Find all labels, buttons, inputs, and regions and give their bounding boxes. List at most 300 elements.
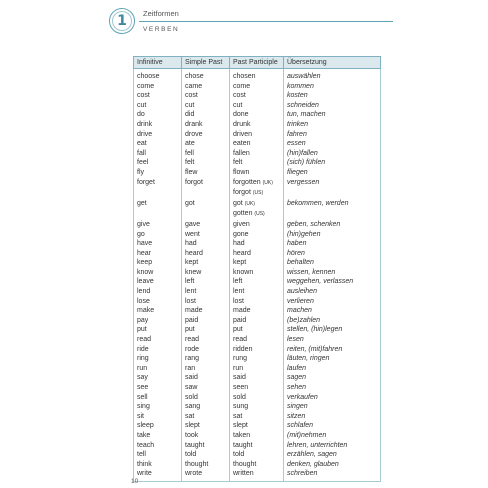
cell-line [185,72,226,82]
cell-line [233,277,280,287]
cell-text: given [233,220,250,228]
cell-line [137,82,178,92]
cell-text: vergessen [287,178,320,186]
cell-line [137,249,178,259]
cell-text: knew [185,268,202,276]
cell-line [233,441,280,451]
cell-translation [284,239,381,249]
cell-line [137,393,178,403]
cell-line [137,345,178,355]
cell-past-participle [230,258,284,268]
cell-translation [284,325,381,335]
cell-text: bekommen, werden [287,199,349,207]
cell-text: (sich) fühlen [287,159,326,167]
cell-line [185,110,226,120]
cell-line [287,168,377,178]
cell-past-participle [230,460,284,470]
cell-line [233,345,280,355]
cell-line [287,130,377,140]
cell-past-participle [230,149,284,159]
cell-text: sang [185,403,201,411]
cell-text: told [185,451,197,459]
cell-text: sitzen [287,412,306,420]
cell-text: told [233,451,245,459]
cell-text: (mit)nehmen [287,431,327,439]
cell-text: machen [287,307,312,315]
cell-text: slept [233,422,248,430]
cell-text: behalten [287,259,314,267]
cell-line [137,431,178,441]
cell-infinitive [134,220,182,230]
cell-infinitive [134,335,182,345]
cell-line [185,431,226,441]
cell-text: cost [137,92,150,100]
column-header-translation: Übersetzung [284,57,381,69]
cell-translation [284,91,381,101]
cell-text: said [233,374,246,382]
cell-text: known [233,268,254,276]
cell-line [185,441,226,451]
cell-past-participle [230,230,284,240]
cell-line [287,120,377,130]
cell-text: fly [137,168,144,176]
cell-line [233,110,280,120]
cell-line [233,91,280,101]
cell-line [185,120,226,130]
cell-line [137,373,178,383]
cell-line [233,469,280,479]
cell-line [137,178,178,188]
cell-translation [284,469,381,481]
cell-text: kept [185,259,199,267]
cell-past-participle [230,158,284,168]
cell-text: schreiben [287,470,318,478]
cell-text: drove [185,130,203,138]
cell-text: cut [185,101,195,109]
cell-line [185,149,226,159]
cell-infinitive [134,383,182,393]
cell-simple-past [182,335,230,345]
cell-past-participle [230,402,284,412]
cell-line [287,402,377,412]
cell-infinitive [134,178,182,199]
cell-text: drive [137,130,153,138]
table-row [134,249,381,259]
cell-past-participle [230,412,284,422]
cell-line [137,460,178,470]
cell-translation [284,220,381,230]
cell-infinitive [134,297,182,307]
cell-line [137,158,178,168]
cell-text: sold [185,393,198,401]
cell-translation [284,297,381,307]
cell-line [233,158,280,168]
cell-text: drink [137,120,153,128]
cell-translation [284,277,381,287]
cell-line [233,412,280,422]
cell-line [137,354,178,364]
cell-text: rang [185,355,200,363]
cell-translation [284,460,381,470]
cell-text: keep [137,259,153,267]
cell-line [233,316,280,326]
cell-translation [284,168,381,178]
cell-translation [284,158,381,168]
cell-line [185,364,226,374]
cell-line [287,110,377,120]
cell-text: sat [233,412,243,420]
cell-line [137,287,178,297]
cell-infinitive [134,287,182,297]
cell-past-participle [230,325,284,335]
table-row [134,316,381,326]
cell-line [185,469,226,479]
column-header-simple-past: Simple Past [182,57,230,69]
table-row [134,130,381,140]
cell-line [233,199,280,210]
cell-past-participle [230,345,284,355]
column-header-past-participle: Past Participle [230,57,284,69]
cell-text: trinken [287,120,309,128]
cell-text: read [233,336,248,344]
table-row [134,120,381,130]
cell-past-participle [230,101,284,111]
table-row [134,230,381,240]
cell-line [137,325,178,335]
cell-past-participle [230,441,284,451]
cell-text: kosten [287,92,308,100]
cell-line [185,168,226,178]
cell-text: pay [137,316,149,324]
cell-text: write [137,470,152,478]
cell-past-participle [230,383,284,393]
cell-line [287,258,377,268]
cell-simple-past [182,325,230,335]
cell-line [137,110,178,120]
cell-simple-past [182,345,230,355]
cell-line [233,149,280,159]
cell-line [233,101,280,111]
cell-line [233,287,280,297]
table-row [134,178,381,199]
cell-line [185,297,226,307]
cell-line [137,277,178,287]
cell-translation [284,421,381,431]
cell-text: run [137,364,148,372]
cell-text: had [233,240,245,248]
cell-line [233,460,280,470]
cell-text: cost [233,92,246,100]
cell-simple-past [182,230,230,240]
cell-past-participle [230,178,284,199]
cell-line [137,450,178,460]
cell-translation [284,110,381,120]
cell-infinitive [134,268,182,278]
cell-line [137,364,178,374]
cell-text: tun, machen [287,111,326,119]
table-row [134,91,381,101]
table-row [134,431,381,441]
cell-text: drank [185,120,203,128]
cell-simple-past [182,268,230,278]
cell-translation [284,120,381,130]
cell-text: lesen [287,336,304,344]
cell-text: cut [233,101,243,109]
cell-text: fliegen [287,168,308,176]
cell-text: thought [233,460,257,468]
cell-translation [284,230,381,240]
cell-text: chosen [233,73,256,80]
cell-line [185,325,226,335]
cell-past-participle [230,239,284,249]
cell-text: gone [233,230,249,238]
cell-line [137,220,178,230]
cell-past-participle [230,364,284,374]
cell-line [233,82,280,92]
cell-text: know [137,268,154,276]
cell-translation [284,316,381,326]
cell-text: have [137,240,153,248]
table-row [134,460,381,470]
cell-infinitive [134,325,182,335]
cell-text: flown [233,168,250,176]
table-row [134,199,381,220]
cell-line [233,354,280,364]
cell-line [287,239,377,249]
cell-simple-past [182,421,230,431]
cell-text: auswählen [287,73,321,80]
table-row [134,412,381,422]
cell-text: cost [185,92,198,100]
cell-past-participle [230,130,284,140]
cell-line [137,239,178,249]
irregular-verbs-table [133,56,381,482]
cell-translation [284,335,381,345]
cell-line [287,325,377,335]
cell-text: read [137,336,152,344]
region-note: (US) [254,211,265,218]
cell-text: taught [233,441,253,449]
cell-line [287,101,377,111]
cell-text: ate [185,140,195,148]
cell-line [185,158,226,168]
cell-past-participle [230,249,284,259]
cell-infinitive [134,306,182,316]
table-row [134,364,381,374]
cell-text: läuten, ringen [287,355,330,363]
cell-line [185,354,226,364]
cell-text: choose [137,73,160,80]
cell-text: got [233,199,243,207]
cell-infinitive [134,258,182,268]
cell-text: haben [287,240,307,248]
table-row [134,421,381,431]
cell-text: lent [185,288,197,296]
cell-line [185,249,226,259]
cell-text: heard [185,249,203,257]
cell-line [233,120,280,130]
table-row [134,297,381,307]
cell-line [137,139,178,149]
cell-line [287,450,377,460]
cell-simple-past [182,316,230,326]
cell-line [137,402,178,412]
cell-line [287,91,377,101]
cell-line [185,130,226,140]
table-row [134,354,381,364]
cell-text: (hin)gehen [287,230,321,238]
cell-text: sing [137,403,150,411]
cell-text: made [233,307,251,315]
cell-line [137,120,178,130]
cell-line [233,230,280,240]
cell-infinitive [134,345,182,355]
cell-text: written [233,470,254,478]
cell-simple-past [182,306,230,316]
cell-simple-past [182,199,230,220]
cell-text: eaten [233,140,251,148]
cell-text: sleep [137,422,154,430]
cell-past-participle [230,139,284,149]
cell-infinitive [134,373,182,383]
cell-line [137,268,178,278]
cell-line [287,139,377,149]
cell-line [185,220,226,230]
cell-text: ride [137,345,149,353]
cell-line [233,188,280,199]
page-header [0,0,488,46]
cell-line [137,335,178,345]
cell-translation [284,69,381,82]
table-row [134,277,381,287]
cell-infinitive [134,441,182,451]
cell-line [185,199,226,209]
cell-line [287,249,377,259]
table-row [134,402,381,412]
cell-line [185,268,226,278]
table-row [134,383,381,393]
cell-line [233,364,280,374]
cell-line [185,316,226,326]
cell-text: ridden [233,345,253,353]
cell-line [287,335,377,345]
cell-text: stellen, (hin)legen [287,326,343,334]
cell-line [233,421,280,431]
cell-line [185,178,226,188]
chapter-title: Zeitformen [143,9,179,18]
cell-line [137,383,178,393]
cell-text: drunk [233,120,251,128]
cell-infinitive [134,110,182,120]
cell-line [185,393,226,403]
cell-text: hören [287,249,305,257]
cell-simple-past [182,277,230,287]
cell-simple-past [182,130,230,140]
cell-text: erzählen, sagen [287,451,337,459]
cell-past-participle [230,297,284,307]
cell-line [185,345,226,355]
cell-translation [284,345,381,355]
cell-text: forgotten [233,178,261,186]
cell-translation [284,306,381,316]
cell-line [137,72,178,82]
cell-text: verkaufen [287,393,318,401]
cell-translation [284,402,381,412]
cell-line [185,91,226,101]
cell-text: read [185,336,200,344]
cell-text: slept [185,422,200,430]
table-head [134,57,381,69]
cell-text: felt [185,159,195,167]
cell-line [287,431,377,441]
cell-simple-past [182,168,230,178]
cell-text: went [185,230,200,238]
cell-line [233,325,280,335]
column-header-infinitive: Infinitive [134,57,182,69]
chapter-number: 1 [117,13,127,29]
cell-text: sung [233,403,249,411]
cell-text: sagen [287,374,307,382]
cell-line [233,297,280,307]
cell-text: lost [185,297,196,305]
cell-past-participle [230,354,284,364]
cell-infinitive [134,412,182,422]
cell-translation [284,249,381,259]
cell-line [137,258,178,268]
cell-line [287,297,377,307]
cell-line [233,209,280,220]
cell-line [233,402,280,412]
cell-line [287,469,377,479]
cell-simple-past [182,139,230,149]
cell-line [137,297,178,307]
cell-infinitive [134,316,182,326]
cell-simple-past [182,101,230,111]
cell-text: paid [185,316,199,324]
table-row [134,441,381,451]
cell-infinitive [134,130,182,140]
table-row [134,287,381,297]
table-row [134,335,381,345]
cell-past-participle [230,306,284,316]
cell-text: leave [137,278,154,286]
cell-text: gotten [233,210,253,218]
cell-simple-past [182,178,230,199]
cell-text: had [185,240,197,248]
cell-infinitive [134,277,182,287]
cell-text: rung [233,355,248,363]
cell-text: left [233,278,243,286]
cell-line [287,306,377,316]
cell-text: essen [287,140,306,148]
cell-past-participle [230,110,284,120]
cell-translation [284,364,381,374]
cell-text: lehren, unterrichten [287,441,348,449]
cell-translation [284,199,381,220]
cell-text: say [137,374,148,382]
cell-line [287,316,377,326]
cell-infinitive [134,354,182,364]
cell-translation [284,101,381,111]
cell-translation [284,354,381,364]
cell-text: lose [137,297,150,305]
cell-infinitive [134,469,182,481]
cell-line [233,139,280,149]
cell-translation [284,149,381,159]
table-row [134,168,381,178]
table-row [134,345,381,355]
cell-infinitive [134,199,182,220]
